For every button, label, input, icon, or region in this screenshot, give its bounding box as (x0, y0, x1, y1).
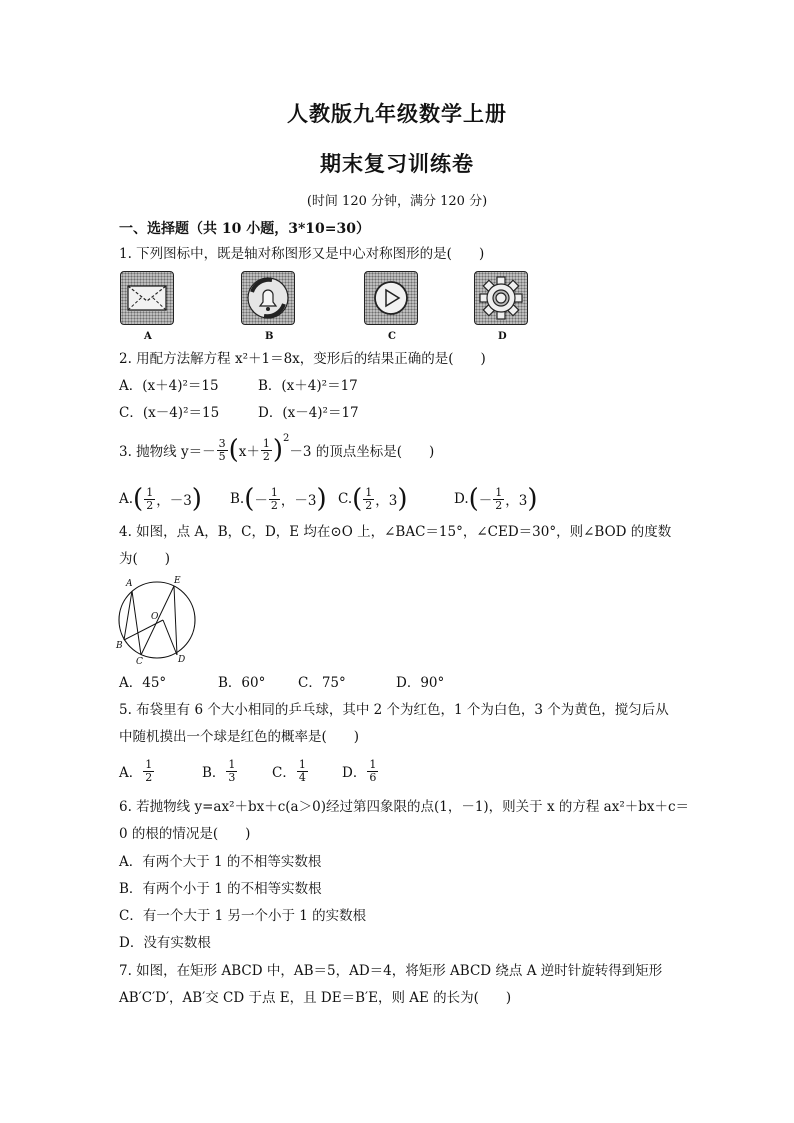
question-6-option-d: D．没有实数根 (119, 935, 211, 951)
question-5-line-1: 5. 布袋里有 6 个大小相同的乒乓球，其中 2 个为红色，1 个为白色，3 个为黄色，搅匀后从 (119, 702, 669, 718)
question-3-option-c: C. ( $\frac{1}{2}$ ，3 ) (338, 484, 408, 514)
question-6-option-b: B．有两个小于 1 的不相等实数根 (119, 881, 322, 897)
bell-icon-box (241, 271, 295, 325)
option-label-d: D (498, 331, 507, 342)
gear-icon-box (474, 271, 528, 325)
q3-post: －3 的顶点坐标是( ) (289, 444, 435, 460)
envelope-icon-box (120, 271, 174, 325)
q3-frac-3-5: $\frac{3}{5}$ (218, 436, 226, 463)
question-4-line-1: 4. 如图，点 A，B，C，D，E 均在⊙O 上，∠BAC＝15°，∠CED＝30°，则∠BOD 的度数 (119, 524, 672, 540)
question-6-line-1: 6. 若抛物线 y=ax²＋bx＋c(a＞0)经过第四象限的点(1，－1)，则关于 x 的方程 ax²＋bx＋c＝ (119, 799, 690, 815)
label-c: C (136, 657, 143, 666)
question-2-option-a: A．(x＋4)²＝15 (119, 378, 219, 394)
question-6-option-a: A．有两个大于 1 的不相等实数根 (119, 854, 322, 870)
label-d: D (178, 655, 186, 665)
question-4-option-d: D．90° (396, 675, 445, 691)
question-3-stem (119, 430, 434, 470)
label-e: E (174, 576, 181, 586)
gear-icon (475, 272, 527, 324)
question-2-option-b: B．(x＋4)²＝17 (258, 378, 358, 394)
question-5-option-c: C． $\frac{1}{4}$ (272, 757, 306, 784)
question-6-line-2: 0 的根的情况是( ) (119, 826, 251, 842)
section-heading: 一、选择题（共 10 小题，3*10=30） (119, 221, 370, 237)
q3-open-paren: ( (228, 435, 239, 465)
question-3-option-b: B. ( － $\frac{1}{2}$ ，－3 ) (230, 484, 327, 514)
question-2-stem: 2. 用配方法解方程 x²＋1＝8x，变形后的结果正确的是( ) (119, 351, 486, 367)
label-o: O (151, 612, 159, 622)
q3-exponent: 2 (283, 432, 290, 444)
exam-info: (时间 120 分钟，满分 120 分) (306, 194, 488, 209)
question-5-option-b: B． $\frac{1}{3}$ (202, 757, 236, 784)
envelope-icon (121, 272, 173, 324)
question-2-option-d: D．(x－4)²＝17 (258, 405, 359, 421)
question-1-stem: 1. 下列图标中，既是轴对称图形又是中心对称图形的是( ) (119, 246, 485, 262)
question-5-line-2: 中随机摸出一个球是红色的概率是( ) (119, 729, 360, 745)
question-2-option-c: C．(x－4)²＝15 (119, 405, 220, 421)
question-4-option-c: C．75° (298, 675, 346, 691)
question-5-option-a: A． $\frac{1}{2}$ (119, 757, 153, 784)
play-icon-box (364, 271, 418, 325)
question-3-option-a: A. ( $\frac{1}{2}$ ，－3 ) (119, 484, 202, 514)
q3-mid: x＋ (238, 444, 260, 460)
q3-frac-1-2: $\frac{1}{2}$ (262, 436, 270, 463)
bell-icon (242, 272, 294, 324)
question-7-line-2: AB′C′D′，AB′交 CD 于点 E，且 DE＝B′E，则 AE 的长为( ) (119, 990, 512, 1006)
page-subtitle: 期末复习训练卷 (320, 151, 474, 176)
label-a: A (126, 579, 133, 589)
option-label-c: C (388, 331, 396, 342)
q3-close-paren: ) (272, 435, 284, 465)
question-7-line-1: 7. 如图，在矩形 ABCD 中，AB＝5，AD＝4，将矩形 ABCD 绕点 A 逆时针旋转得到矩形 (119, 963, 663, 979)
q3-pre: 3. 抛物线 y＝－ (119, 444, 216, 460)
play-icon (365, 272, 417, 324)
option-label-a: A (144, 331, 152, 342)
question-5-option-d: D． $\frac{1}{6}$ (342, 757, 377, 784)
page-title: 人教版九年级数学上册 (287, 101, 507, 126)
circle-figure (114, 574, 200, 666)
question-4-line-2: 为( ) (119, 551, 171, 567)
question-4-option-a: A．45° (119, 675, 167, 691)
question-4-option-b: B．60° (218, 675, 266, 691)
question-3-option-d: D. ( － $\frac{1}{2}$ ，3 ) (454, 484, 538, 514)
label-b: B (116, 641, 123, 651)
question-6-option-c: C．有一个大于 1 另一个小于 1 的实数根 (119, 908, 367, 924)
option-label-b: B (265, 331, 274, 342)
